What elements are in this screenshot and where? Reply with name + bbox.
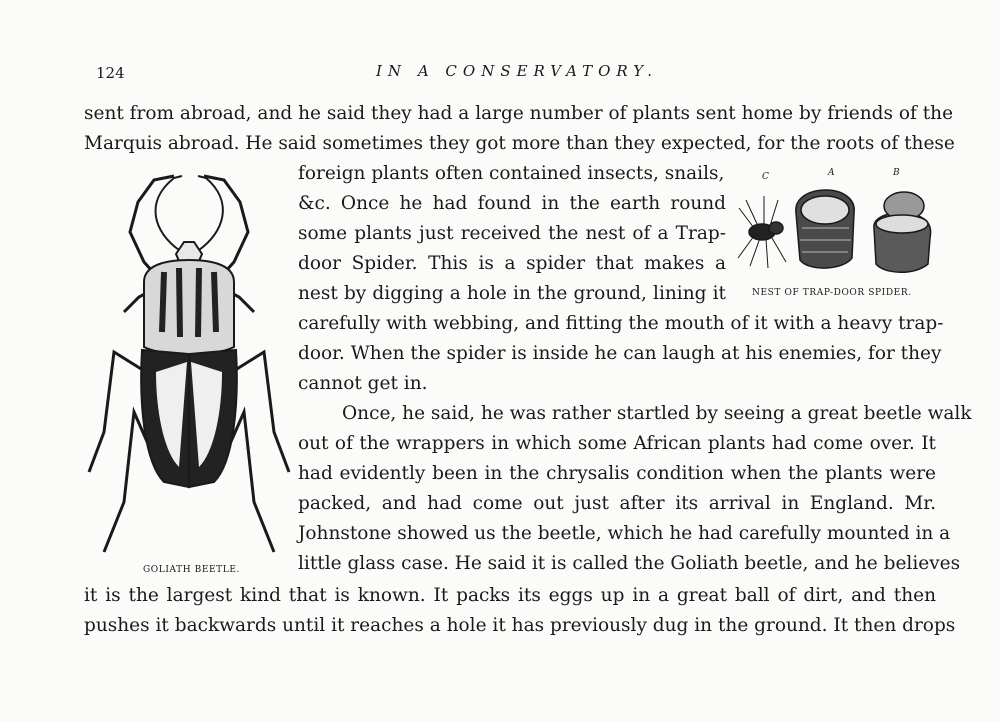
goliath-beetle-caption: GOLIATH BEETLE. (143, 565, 240, 575)
body-line: cannot get in. (298, 373, 428, 394)
body-line: it is the largest kind that is known. It packs its eggs up in a great ball of dirt, and then (84, 585, 936, 606)
body-line: out of the wrappers in which some African plants had come over. It (298, 433, 936, 454)
body-line: nest by digging a hole in the ground, lining it (298, 283, 726, 304)
body-line: Johnstone showed us the beetle, which he had carefully mounted in a (298, 523, 951, 544)
body-line: some plants just received the nest of a Trap- (298, 223, 726, 244)
body-line: Once, he said, he was rather startled by seeing a great beetle walk (342, 403, 972, 424)
body-line: carefully with webbing, and fitting the mouth of it with a heavy trap- (298, 313, 944, 334)
body-line: sent from abroad, and he said they had a large number of plants sent home by friends of the (84, 103, 954, 124)
body-line: door Spider. This is a spider that makes a (298, 253, 726, 274)
spider-label-b: B (893, 168, 901, 178)
body-line: packed, and had come out just after its arrival in England. Mr. (298, 493, 936, 514)
trapdoor-spider-nest-illustration (734, 178, 934, 282)
body-line: pushes it backwards until it reaches a hole it has previously dug in the ground. It then drops (84, 615, 956, 636)
goliath-beetle-illustration (84, 172, 294, 560)
body-line: Marquis abroad. He said sometimes they got more than they expected, for the roots of these (84, 133, 955, 154)
body-line: little glass case. He said it is called the Goliath beetle, and he believes (298, 553, 961, 574)
body-line: foreign plants often contained insects, snails, (298, 163, 725, 184)
spider-label-a: A (828, 168, 836, 178)
running-title: IN A CONSERVATORY. (376, 62, 659, 80)
body-line: had evidently been in the chrysalis condition when the plants were (298, 463, 936, 484)
page-number: 124 (96, 64, 125, 82)
body-line: door. When the spider is inside he can laugh at his enemies, for they (298, 343, 942, 364)
spider-label-c: C (762, 172, 770, 182)
body-line: &c. Once he had found in the earth round (298, 193, 726, 214)
spider-nest-caption: NEST OF TRAP-DOOR SPIDER. (752, 288, 912, 298)
